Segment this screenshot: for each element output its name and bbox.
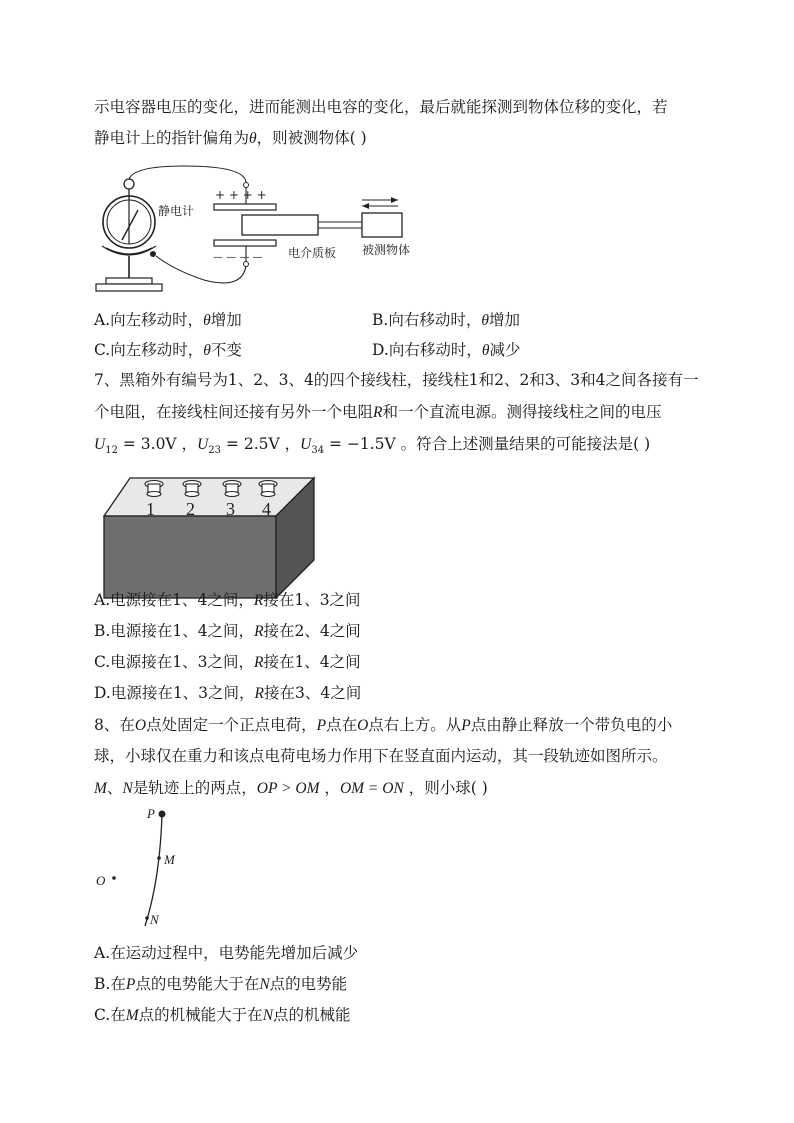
q7-option-d[interactable]: D.电源接在1、3之间，R接在3、4之间 (94, 684, 362, 702)
q6-option-a[interactable]: A.向左移动时，θ增加 (94, 311, 242, 329)
minus-signs: — — — — (213, 252, 263, 263)
q7-option-a[interactable]: A.电源接在1、4之间，R接在1、3之间 (94, 591, 361, 609)
q7-option-c[interactable]: C.电源接在1、3之间，R接在1、4之间 (94, 653, 361, 671)
terminal-label-3: 3 (226, 499, 235, 519)
trajectory-figure (90, 804, 200, 934)
q8-line-1: 8、在O点处固定一个正点电荷，P点在O点右上方。从P点由静止释放一个带负电的小 (94, 716, 673, 734)
plus-signs: + + + + (215, 188, 267, 202)
terminal-label-4: 4 (262, 499, 271, 519)
q6-option-b[interactable]: B.向右移动时，θ增加 (372, 311, 520, 329)
dielectric-label: 电介质板 (288, 246, 337, 260)
point-p-label: P (147, 806, 155, 821)
intro-line-2-pre: 静电计上的指针偏角为 (94, 129, 250, 147)
theta-symbol: θ (249, 130, 257, 147)
intro-line-2 (94, 127, 367, 150)
q8-line-3: M、N是轨迹上的两点，OP > OM ，OM = ON ，则小球( ) (94, 779, 488, 797)
electrometer-capacitor-figure (94, 160, 424, 300)
intro-line-2-post: ，则被测物体( ) (256, 129, 367, 147)
q7-line-1: 7、黑箱外有编号为1、2、3、4的四个接线柱，接线柱1和2、2和3、3和4之间各接有一 (94, 371, 699, 389)
black-box-figure (100, 474, 320, 602)
terminal-label-2: 2 (186, 499, 195, 519)
q7-line-3: $U_{12} = 3.0V$ ，$U_{23} = 2.5V$ ，$U_{34} = -1.5V$ 。符合上述测量结果的可能接法是( ) (94, 435, 651, 456)
q8-line-2: 球，小球仅在重力和该点电荷电场力作用下在竖直面内运动，其一段轨迹如图所示。 (94, 747, 668, 765)
q6-option-c[interactable]: C.向左移动时，θ不变 (94, 341, 242, 359)
point-m-label: M (164, 852, 175, 867)
point-n-label: N (150, 912, 159, 927)
q7-line-2: 个电阻，在接线柱间还接有另外一个电阻R和一个直流电源。测得接线柱之间的电压 (94, 403, 662, 421)
q7-option-b[interactable]: B.电源接在1、4之间，R接在2、4之间 (94, 622, 361, 640)
q6-option-d[interactable]: D.向右移动时，θ减少 (372, 341, 521, 359)
electrometer-label: 静电计 (158, 204, 195, 218)
terminal-label-1: 1 (146, 499, 155, 519)
point-o-label: O (96, 873, 106, 888)
intro-line-1: 示电容器电压的变化，进而能测出电容的变化，最后就能探测到物体位移的变化，若 (94, 98, 668, 116)
q8-option-b[interactable]: B.在P点的电势能大于在N点的电势能 (94, 975, 348, 993)
object-label: 被测物体 (362, 243, 411, 257)
q8-option-c[interactable]: C.在M点的机械能大于在N点的机械能 (94, 1006, 351, 1024)
q8-option-a[interactable]: A.在运动过程中，电势能先增加后减少 (94, 944, 359, 962)
